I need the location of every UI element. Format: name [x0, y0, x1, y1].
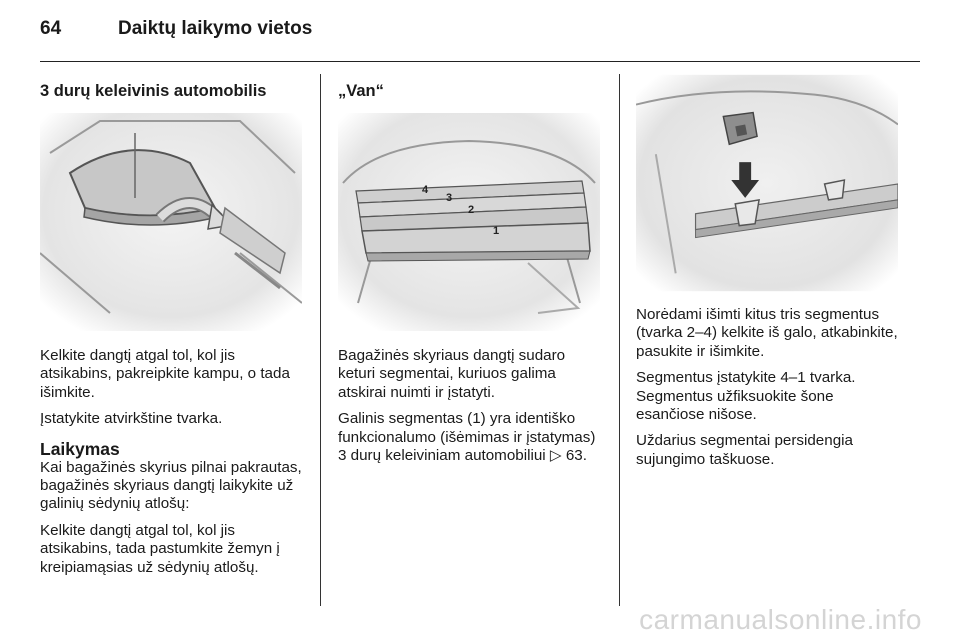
page-header — [40, 18, 312, 40]
segment-latch-illustration — [636, 74, 898, 292]
column-divider-2 — [619, 74, 620, 606]
column-divider-1 — [320, 74, 321, 606]
page-number: 64 — [40, 18, 62, 39]
page-reference-icon[interactable]: ▷ — [549, 447, 562, 465]
paragraph-segments: Bagažinės skyriaus dangtį sudaro keturi segmentai, kuriuos galima atskirai nuimti ir įstatyti. — [338, 347, 566, 401]
page-reference-number[interactable]: 63. — [565, 447, 587, 465]
paragraph-install-segments: Segmentus įstatykite 4–1 tvarka. Segmentus užfiksuokite šone esančiose nišose. — [636, 369, 856, 424]
section-title-van: „Van“ — [338, 82, 384, 100]
section-title-3-door: 3 durų keleivinis automobilis — [40, 82, 267, 100]
rear-segment-text: Galinis segmentas (1) yra identiško funkcionalumo (išėmimas ir įstatymas) 3 durų keleiviniam automobiliui — [338, 410, 596, 465]
watermark: carmanualsonline.info — [639, 604, 922, 635]
header-rule — [40, 61, 920, 62]
column-2 — [338, 74, 603, 473]
paragraph-remove-cover: Kelkite dangtį atgal tol, kol jis atsikabins, pakreipkite kampu, o tada išimkite. — [40, 347, 290, 401]
paragraph-rear-segment — [338, 410, 603, 465]
segment-label-3: 3 — [446, 192, 453, 204]
paragraph-storage-2: Kelkite dangtį atgal tol, kol jis atsikabins, tada pastumkite žemyn į kreipiamąsias už sėdynių atlošų. — [40, 521, 280, 576]
segment-label-4: 4 — [422, 184, 429, 196]
paragraph-storage-1: Kai bagažinės skyrius pilnai pakrautas, bagažinės skyriaus dangtį laikykite už galinių sėdynių atlošų: — [40, 458, 302, 513]
cover-removal-illustration — [40, 113, 302, 331]
column-3 — [636, 74, 906, 477]
segment-label-2: 2 — [468, 204, 475, 216]
heading-storage: Laikymas — [40, 438, 120, 459]
paragraph-overlap: Uždarius segmentai persidengia sujungimo taškuose. — [636, 432, 853, 468]
paragraph-install: Įstatykite atvirkštine tvarka. — [40, 410, 223, 428]
segment-label-1: 1 — [493, 225, 500, 237]
column-1 — [40, 74, 305, 585]
page-title: Daiktų laikymo vietos — [118, 18, 313, 39]
paragraph-remove-segments: Norėdami išimti kitus tris segmentus (tvarka 2–4) kelkite iš galo, atkabinkite, pasukite ir išimkite. — [636, 306, 898, 360]
van-segments-illustration — [338, 113, 600, 331]
